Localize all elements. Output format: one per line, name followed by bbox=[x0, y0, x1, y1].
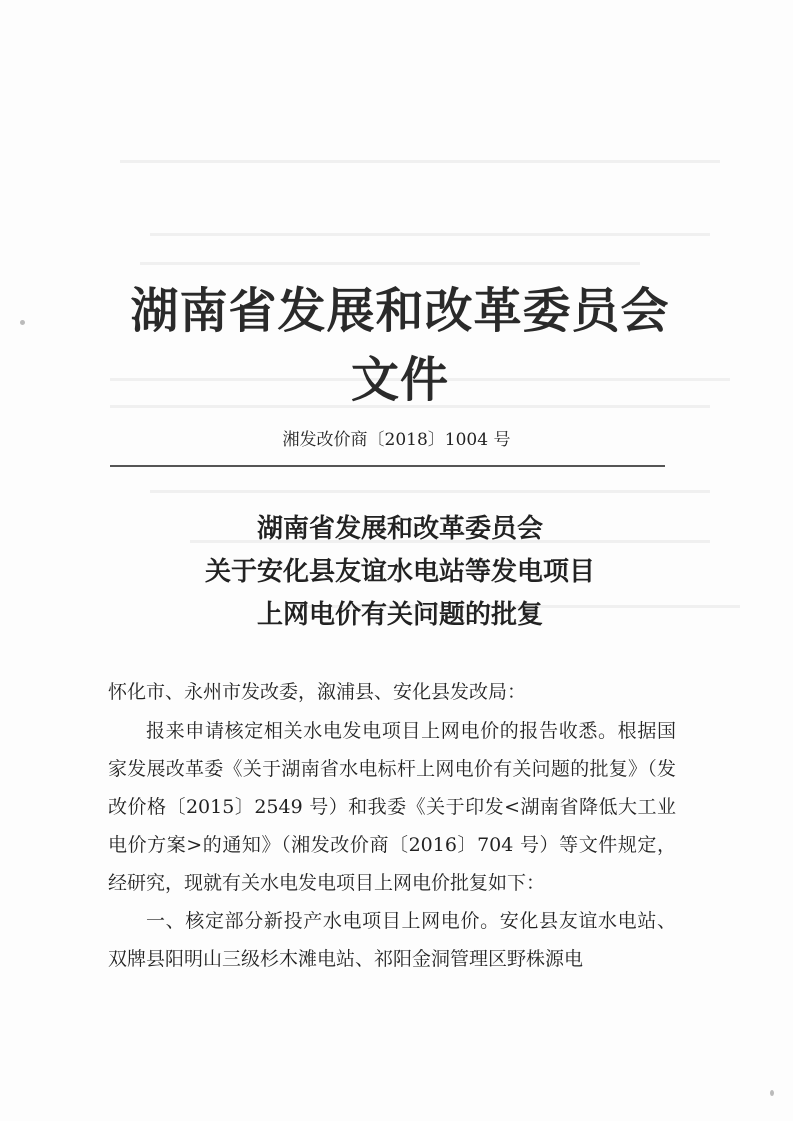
body-paragraph: 报来申请核定相关水电发电项目上网电价的报告收悉。根据国家发展改革委《关于湖南省水电标杆上网电价有关问题的批复》（发改价格〔2015〕2549 号）和我委《关于印发<湖南省降低大工业电价方案>的通知》（湘发改价商〔2016〕704 号）等文件规定，经研究，现就有关水电发电项目上网电价批复如下： bbox=[108, 720, 676, 894]
bleed-through-mark bbox=[140, 262, 640, 265]
subject-line: 关于安化县友谊水电站等发电项目 bbox=[204, 557, 595, 587]
scan-speck bbox=[770, 1090, 774, 1096]
subject-title bbox=[150, 508, 650, 637]
document-number: 湘发改价商〔2018〕1004 号 bbox=[282, 430, 511, 450]
addressee: 怀化市、永州市发改委，溆浦县、安化县发改局： bbox=[108, 681, 527, 703]
header-divider bbox=[110, 465, 665, 467]
bleed-through-mark bbox=[150, 233, 710, 236]
scan-speck bbox=[20, 320, 25, 325]
document-body bbox=[108, 712, 676, 978]
subject-line: 湖南省发展和改革委员会 bbox=[256, 514, 543, 544]
bleed-through-mark bbox=[120, 160, 720, 163]
subject-line: 上网电价有关问题的批复 bbox=[256, 600, 543, 630]
issuer-header: 湖南省发展和改革委员会文件 bbox=[130, 283, 670, 408]
body-paragraph: 一、核定部分新投产水电项目上网电价。安化县友谊水电站、双牌县阳明山三级杉木滩电站、祁阳金洞管理区野株源电 bbox=[108, 910, 676, 970]
bleed-through-mark bbox=[150, 490, 710, 493]
